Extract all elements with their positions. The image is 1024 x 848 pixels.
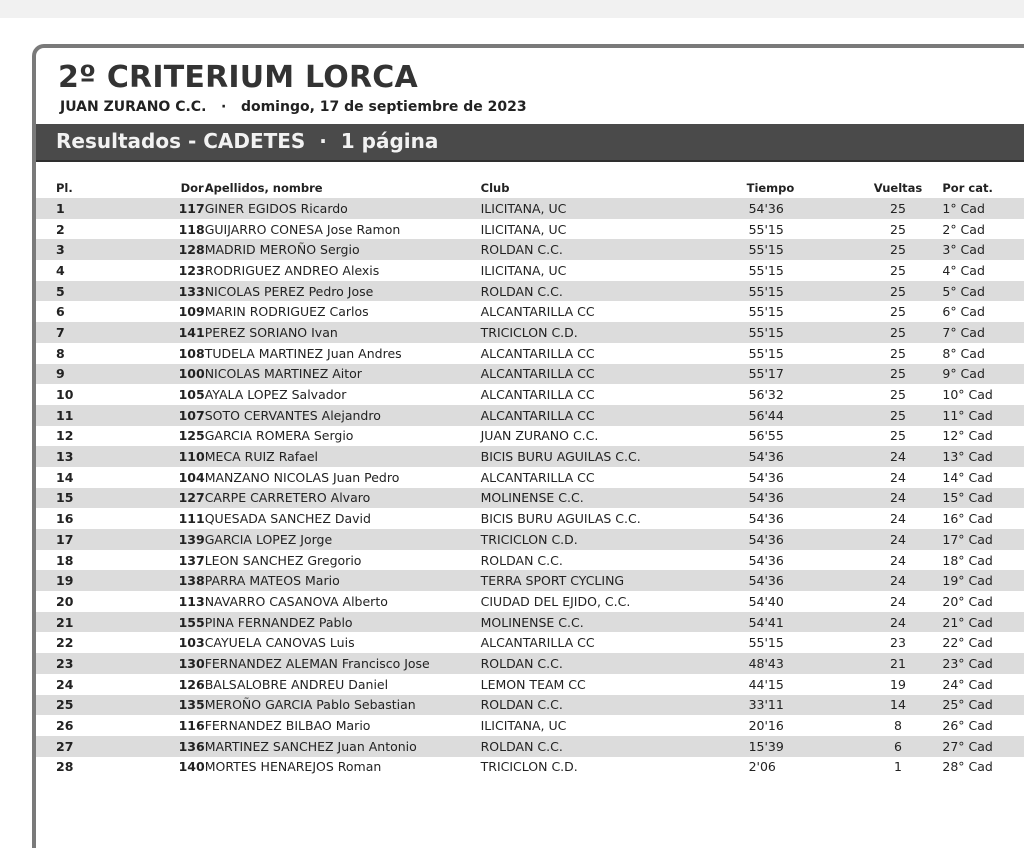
cell-bib: 140 (133, 757, 205, 778)
cell-name: PINA FERNANDEZ Pablo (205, 612, 481, 633)
cell-bib: 127 (133, 488, 205, 509)
cell-place: 18 (36, 550, 133, 571)
cell-club: ALCANTARILLA CC (481, 632, 717, 653)
cell-bib: 111 (133, 508, 205, 529)
cell-laps: 19 (864, 674, 933, 695)
col-header-laps: Vueltas (873, 181, 923, 195)
cell-bib: 130 (133, 653, 205, 674)
table-row (36, 529, 1024, 550)
cell-laps: 25 (864, 364, 933, 385)
table-row (36, 384, 1024, 405)
event-title: 2º CRITERIUM LORCA (58, 60, 418, 95)
cell-category: 11° Cad (932, 405, 1024, 426)
cell-bib: 118 (133, 219, 205, 240)
cell-laps: 21 (864, 653, 933, 674)
cell-name: GARCIA LOPEZ Jorge (205, 529, 481, 550)
cell-time: 54'36 (717, 570, 864, 591)
cell-laps: 25 (864, 322, 933, 343)
table-row (36, 301, 1024, 322)
cell-laps: 24 (864, 570, 933, 591)
event-subtitle: JUAN ZURANO C.C. · domingo, 17 de septiembre de 2023 (60, 99, 527, 115)
cell-laps: 1 (864, 757, 933, 778)
cell-category: 6° Cad (932, 301, 1024, 322)
cell-time: 54'36 (717, 488, 864, 509)
cell-place: 12 (36, 426, 133, 447)
table-row (36, 715, 1024, 736)
cell-category: 13° Cad (932, 446, 1024, 467)
table-row (36, 695, 1024, 716)
cell-club: LEMON TEAM CC (481, 674, 717, 695)
cell-place: 20 (36, 591, 133, 612)
cell-club: ALCANTARILLA CC (481, 301, 717, 322)
cell-laps: 25 (864, 281, 933, 302)
cell-category: 10° Cad (932, 384, 1024, 405)
cell-bib: 133 (133, 281, 205, 302)
cell-place: 17 (36, 529, 133, 550)
cell-laps: 25 (864, 260, 933, 281)
cell-club: BICIS BURU AGUILAS C.C. (481, 508, 717, 529)
table-row (36, 239, 1024, 260)
cell-category: 28° Cad (932, 757, 1024, 778)
cell-category: 22° Cad (932, 632, 1024, 653)
cell-club: TERRA SPORT CYCLING (481, 570, 717, 591)
cell-name: QUESADA SANCHEZ David (205, 508, 481, 529)
cell-name: PARRA MATEOS Mario (205, 570, 481, 591)
col-header-bib: Dor (180, 181, 204, 195)
cell-name: GARCIA ROMERA Sergio (205, 426, 481, 447)
cell-club: ROLDAN C.C. (481, 695, 717, 716)
cell-club: TRICICLON C.D. (481, 322, 717, 343)
cell-laps: 25 (864, 239, 933, 260)
cell-category: 7° Cad (932, 322, 1024, 343)
col-header-time: Tiempo (746, 181, 795, 195)
cell-laps: 25 (864, 405, 933, 426)
cell-time: 55'15 (717, 219, 864, 240)
cell-bib: 126 (133, 674, 205, 695)
table-row (36, 488, 1024, 509)
browser-top-bar (0, 0, 1024, 18)
cell-name: FERNANDEZ ALEMAN Francisco Jose (205, 653, 481, 674)
cell-club: BICIS BURU AGUILAS C.C. (481, 446, 717, 467)
cell-name: NICOLAS MARTINEZ Aitor (205, 364, 481, 385)
cell-place: 26 (36, 715, 133, 736)
cell-bib: 109 (133, 301, 205, 322)
table-row (36, 219, 1024, 240)
cell-category: 5° Cad (932, 281, 1024, 302)
cell-time: 54'36 (717, 467, 864, 488)
cell-club: JUAN ZURANO C.C. (481, 426, 717, 447)
cell-place: 5 (36, 281, 133, 302)
cell-category: 8° Cad (932, 343, 1024, 364)
cell-time: 54'36 (717, 550, 864, 571)
cell-place: 14 (36, 467, 133, 488)
cell-laps: 24 (864, 508, 933, 529)
table-row (36, 343, 1024, 364)
cell-category: 24° Cad (932, 674, 1024, 695)
results-band (36, 124, 1024, 162)
cell-time: 54'40 (717, 591, 864, 612)
cell-place: 8 (36, 343, 133, 364)
cell-time: 54'36 (717, 198, 864, 219)
cell-bib: 141 (133, 322, 205, 343)
cell-club: ALCANTARILLA CC (481, 467, 717, 488)
cell-club: ILICITANA, UC (481, 260, 717, 281)
cell-club: ALCANTARILLA CC (481, 364, 717, 385)
cell-time: 44'15 (717, 674, 864, 695)
table-row (36, 570, 1024, 591)
cell-name: NAVARRO CASANOVA Alberto (205, 591, 481, 612)
cell-time: 55'17 (717, 364, 864, 385)
cell-place: 9 (36, 364, 133, 385)
table-row (36, 612, 1024, 633)
cell-laps: 25 (864, 219, 933, 240)
cell-bib: 104 (133, 467, 205, 488)
cell-name: MEROÑO GARCIA Pablo Sebastian (205, 695, 481, 716)
table-row (36, 736, 1024, 757)
cell-name: MORTES HENAREJOS Roman (205, 757, 481, 778)
cell-time: 54'36 (717, 529, 864, 550)
cell-time: 54'36 (717, 446, 864, 467)
cell-category: 16° Cad (932, 508, 1024, 529)
cell-time: 56'55 (717, 426, 864, 447)
table-row (36, 508, 1024, 529)
cell-category: 23° Cad (932, 653, 1024, 674)
cell-laps: 23 (864, 632, 933, 653)
cell-bib: 135 (133, 695, 205, 716)
table-row (36, 405, 1024, 426)
cell-time: 48'43 (717, 653, 864, 674)
table-row (36, 198, 1024, 219)
cell-bib: 139 (133, 529, 205, 550)
cell-name: GINER EGIDOS Ricardo (205, 198, 481, 219)
cell-laps: 25 (864, 301, 933, 322)
cell-laps: 24 (864, 446, 933, 467)
cell-bib: 137 (133, 550, 205, 571)
cell-club: ILICITANA, UC (481, 715, 717, 736)
cell-category: 20° Cad (932, 591, 1024, 612)
cell-name: MADRID MEROÑO Sergio (205, 239, 481, 260)
cell-time: 55'15 (717, 260, 864, 281)
cell-time: 54'36 (717, 508, 864, 529)
cell-place: 19 (36, 570, 133, 591)
table-row (36, 281, 1024, 302)
cell-laps: 25 (864, 198, 933, 219)
table-row (36, 446, 1024, 467)
cell-time: 56'44 (717, 405, 864, 426)
cell-bib: 136 (133, 736, 205, 757)
cell-bib: 123 (133, 260, 205, 281)
cell-club: MOLINENSE C.C. (481, 612, 717, 633)
cell-time: 56'32 (717, 384, 864, 405)
cell-time: 15'39 (717, 736, 864, 757)
cell-laps: 25 (864, 384, 933, 405)
col-header-place: Pl. (56, 181, 73, 195)
cell-category: 17° Cad (932, 529, 1024, 550)
cell-bib: 117 (133, 198, 205, 219)
cell-club: ROLDAN C.C. (481, 736, 717, 757)
cell-laps: 24 (864, 550, 933, 571)
cell-category: 18° Cad (932, 550, 1024, 571)
cell-name: CARPE CARRETERO Alvaro (205, 488, 481, 509)
cell-place: 23 (36, 653, 133, 674)
table-row (36, 322, 1024, 343)
cell-place: 28 (36, 757, 133, 778)
cell-name: CAYUELA CANOVAS Luis (205, 632, 481, 653)
cell-bib: 105 (133, 384, 205, 405)
cell-club: ALCANTARILLA CC (481, 343, 717, 364)
cell-time: 33'11 (717, 695, 864, 716)
cell-laps: 25 (864, 343, 933, 364)
table-row (36, 550, 1024, 571)
cell-place: 25 (36, 695, 133, 716)
cell-category: 1° Cad (932, 198, 1024, 219)
table-row (36, 364, 1024, 385)
cell-place: 4 (36, 260, 133, 281)
cell-time: 55'15 (717, 322, 864, 343)
cell-bib: 155 (133, 612, 205, 633)
cell-place: 24 (36, 674, 133, 695)
cell-laps: 14 (864, 695, 933, 716)
cell-category: 21° Cad (932, 612, 1024, 633)
cell-bib: 107 (133, 405, 205, 426)
cell-name: LEON SANCHEZ Gregorio (205, 550, 481, 571)
table-row (36, 632, 1024, 653)
cell-place: 27 (36, 736, 133, 757)
cell-place: 11 (36, 405, 133, 426)
cell-bib: 138 (133, 570, 205, 591)
table-row (36, 467, 1024, 488)
results-sheet (32, 44, 1024, 848)
cell-place: 7 (36, 322, 133, 343)
cell-time: 55'15 (717, 632, 864, 653)
cell-club: ROLDAN C.C. (481, 281, 717, 302)
cell-category: 27° Cad (932, 736, 1024, 757)
cell-laps: 24 (864, 488, 933, 509)
cell-laps: 25 (864, 426, 933, 447)
cell-category: 25° Cad (932, 695, 1024, 716)
cell-name: FERNANDEZ BILBAO Mario (205, 715, 481, 736)
cell-category: 14° Cad (932, 467, 1024, 488)
cell-place: 13 (36, 446, 133, 467)
cell-time: 20'16 (717, 715, 864, 736)
cell-laps: 6 (864, 736, 933, 757)
cell-bib: 110 (133, 446, 205, 467)
col-header-club: Club (480, 181, 510, 195)
table-row (36, 674, 1024, 695)
cell-club: CIUDAD DEL EJIDO, C.C. (481, 591, 717, 612)
cell-club: ALCANTARILLA CC (481, 384, 717, 405)
cell-place: 10 (36, 384, 133, 405)
cell-place: 16 (36, 508, 133, 529)
cell-name: SOTO CERVANTES Alejandro (205, 405, 481, 426)
cell-name: PEREZ SORIANO Ivan (205, 322, 481, 343)
cell-laps: 24 (864, 467, 933, 488)
cell-club: TRICICLON C.D. (481, 757, 717, 778)
cell-name: AYALA LOPEZ Salvador (205, 384, 481, 405)
cell-place: 1 (36, 198, 133, 219)
cell-place: 3 (36, 239, 133, 260)
cell-name: MANZANO NICOLAS Juan Pedro (205, 467, 481, 488)
cell-category: 9° Cad (932, 364, 1024, 385)
cell-name: MARTINEZ SANCHEZ Juan Antonio (205, 736, 481, 757)
cell-time: 55'15 (717, 301, 864, 322)
cell-place: 22 (36, 632, 133, 653)
cell-name: MARIN RODRIGUEZ Carlos (205, 301, 481, 322)
results-table (36, 178, 1024, 777)
cell-place: 2 (36, 219, 133, 240)
cell-name: TUDELA MARTINEZ Juan Andres (205, 343, 481, 364)
cell-bib: 116 (133, 715, 205, 736)
table-header-row (36, 178, 1024, 198)
table-row (36, 260, 1024, 281)
cell-time: 55'15 (717, 239, 864, 260)
cell-category: 12° Cad (932, 426, 1024, 447)
cell-name: RODRIGUEZ ANDREO Alexis (205, 260, 481, 281)
cell-category: 26° Cad (932, 715, 1024, 736)
cell-club: ROLDAN C.C. (481, 550, 717, 571)
table-row (36, 653, 1024, 674)
cell-club: ILICITANA, UC (481, 219, 717, 240)
cell-category: 19° Cad (932, 570, 1024, 591)
cell-bib: 125 (133, 426, 205, 447)
cell-club: ROLDAN C.C. (481, 653, 717, 674)
cell-name: MECA RUIZ Rafael (205, 446, 481, 467)
cell-bib: 103 (133, 632, 205, 653)
cell-bib: 113 (133, 591, 205, 612)
cell-club: ILICITANA, UC (481, 198, 717, 219)
cell-time: 54'41 (717, 612, 864, 633)
cell-name: BALSALOBRE ANDREU Daniel (205, 674, 481, 695)
cell-place: 6 (36, 301, 133, 322)
cell-laps: 8 (864, 715, 933, 736)
cell-category: 2° Cad (932, 219, 1024, 240)
cell-time: 55'15 (717, 343, 864, 364)
cell-category: 15° Cad (932, 488, 1024, 509)
cell-place: 21 (36, 612, 133, 633)
table-row (36, 591, 1024, 612)
table-row (36, 757, 1024, 778)
cell-time: 55'15 (717, 281, 864, 302)
cell-club: ROLDAN C.C. (481, 239, 717, 260)
cell-bib: 100 (133, 364, 205, 385)
cell-bib: 128 (133, 239, 205, 260)
cell-club: ALCANTARILLA CC (481, 405, 717, 426)
cell-category: 3° Cad (932, 239, 1024, 260)
cell-club: TRICICLON C.D. (481, 529, 717, 550)
cell-club: MOLINENSE C.C. (481, 488, 717, 509)
cell-laps: 24 (864, 591, 933, 612)
col-header-name: Apellidos, nombre (204, 181, 323, 195)
cell-time: 2'06 (717, 757, 864, 778)
results-heading: Resultados - CADETES · 1 página (56, 129, 439, 153)
cell-laps: 24 (864, 529, 933, 550)
col-header-category: Por cat. (942, 181, 993, 195)
cell-laps: 24 (864, 612, 933, 633)
cell-name: GUIJARRO CONESA Jose Ramon (205, 219, 481, 240)
cell-name: NICOLAS PEREZ Pedro Jose (205, 281, 481, 302)
cell-place: 15 (36, 488, 133, 509)
cell-category: 4° Cad (932, 260, 1024, 281)
table-row (36, 426, 1024, 447)
cell-bib: 108 (133, 343, 205, 364)
